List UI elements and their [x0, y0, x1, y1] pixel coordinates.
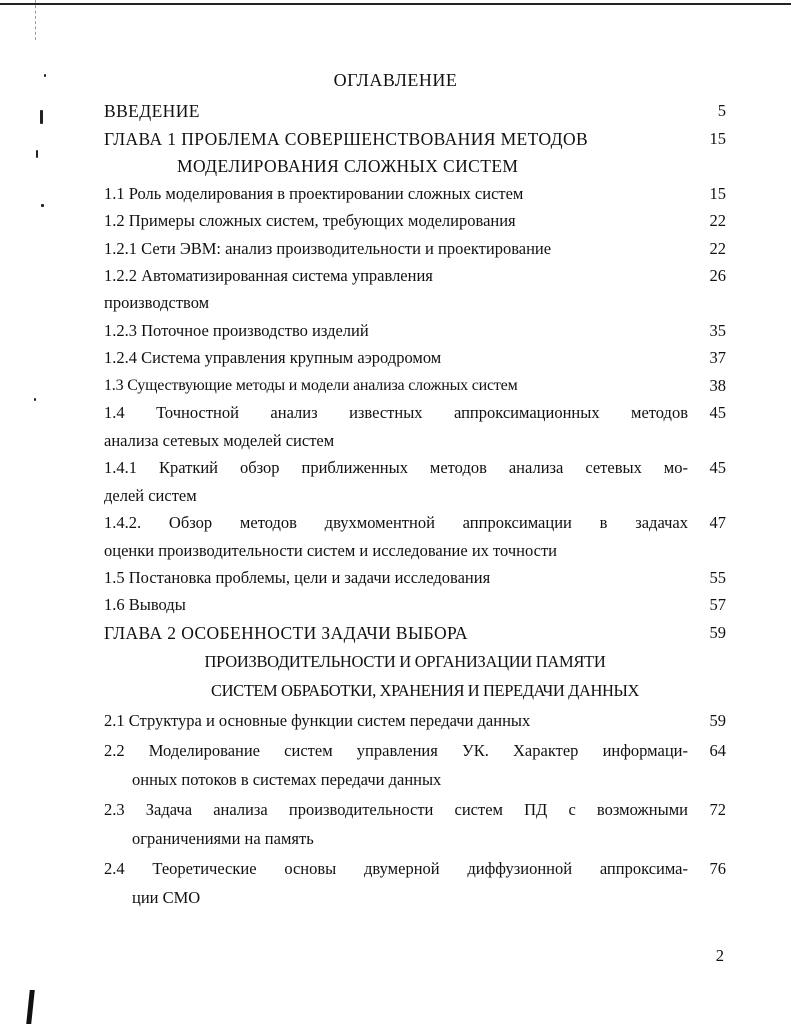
toc-entry-title: ВВЕДЕНИЕ — [104, 101, 200, 121]
toc-entry-page: 55 — [709, 568, 726, 587]
toc-entry-title: 1.4 Точностной анализ известных аппроксимационных методов — [104, 403, 688, 422]
toc-entry-page: 15 — [709, 184, 726, 203]
toc-entry-title-continued: онных потоков в системах передачи данных — [132, 770, 442, 789]
toc-entry-title: 1.5 Постановка проблемы, цели и задачи исследования — [104, 568, 491, 587]
toc-entry-title: 2.4 Теоретические основы двумерной диффузионной аппроксима- — [104, 859, 688, 878]
toc-entry-title-continued: производством — [104, 293, 210, 312]
toc-entry-title: 1.6 Выводы — [104, 595, 186, 614]
toc-entry-page: 45 — [709, 403, 726, 422]
toc-entry-title-continued: делей систем — [104, 486, 197, 505]
toc-entry-title-continued: оценки производительности систем и исследование их точности — [104, 541, 558, 560]
toc-entry-page: 47 — [709, 513, 726, 532]
page-title: ОГЛАВЛЕНИЕ — [333, 70, 458, 90]
toc-entry-title: 1.4.2. Обзор методов двухмоментной аппроксимации в задачах — [104, 513, 688, 532]
toc-entry-page: 76 — [709, 859, 726, 878]
toc-entry-page: 5 — [717, 101, 726, 120]
toc-entry-page: 26 — [709, 266, 726, 285]
toc-entry-title: 1.1 Роль моделирования в проектировании сложных систем — [104, 184, 524, 203]
toc-entry-title: 2.2 Моделирование систем управления УК. Характер информаци- — [104, 741, 688, 760]
toc-entry-page: 22 — [709, 239, 726, 258]
toc-entry-title-continued: СИСТЕМ ОБРАБОТКИ, ХРАНЕНИЯ И ПЕРЕДАЧИ ДАННЫХ — [210, 681, 640, 700]
toc-entry-title: ГЛАВА 2 ОСОБЕННОСТИ ЗАДАЧИ ВЫБОРА — [104, 623, 468, 643]
toc-entry-page: 59 — [709, 623, 726, 642]
toc-entry-title: 1.2.2 Автоматизированная система управления — [104, 266, 433, 285]
toc-entry-page: 35 — [709, 321, 726, 340]
toc-entry-title-continued: ограничениями на память — [132, 829, 314, 848]
toc-entry-title: 1.2.1 Сети ЭВМ: анализ производительности и проектирование — [104, 239, 552, 258]
toc-entry-page: 72 — [709, 800, 726, 819]
toc-entry-title: 1.2 Примеры сложных систем, требующих моделирования — [104, 211, 516, 230]
toc-entry-title: 2.3 Задача анализа производительности систем ПД с возможными — [104, 800, 688, 819]
toc-entry-page: 22 — [709, 211, 726, 230]
toc-entry-page: 64 — [709, 741, 726, 760]
toc-entry-page: 59 — [709, 711, 726, 730]
toc-entry-page: 15 — [709, 129, 726, 148]
toc-entry-title-continued: ции СМО — [132, 888, 201, 907]
toc-entry-title: 1.2.3 Поточное производство изделий — [104, 321, 369, 340]
toc-entry-page: 37 — [709, 348, 726, 367]
page-number: 2 — [715, 946, 724, 965]
toc-entry-title: 2.1 Структура и основные функции систем передачи данных — [104, 711, 531, 730]
toc-entry-page: 57 — [709, 595, 726, 614]
toc-entry-page: 38 — [709, 376, 726, 395]
toc-entry-title: ГЛАВА 1 ПРОБЛЕМА СОВЕРШЕНСТВОВАНИЯ МЕТОДОВ — [104, 129, 589, 149]
toc-entry-title-continued: анализа сетевых моделей систем — [104, 431, 335, 450]
toc-entry-page: 45 — [709, 458, 726, 477]
toc-entry-title: 1.3 Существующие методы и модели анализа сложных систем — [104, 377, 518, 394]
toc-entry-title-continued: ПРОИЗВОДИТЕЛЬНОСТИ И ОРГАНИЗАЦИИ ПАМЯТИ — [204, 652, 606, 671]
toc-entry-title: 1.2.4 Система управления крупным аэродромом — [104, 348, 442, 367]
toc-entry-title-continued: МОДЕЛИРОВАНИЯ СЛОЖНЫХ СИСТЕМ — [177, 156, 519, 176]
toc-entry-title: 1.4.1 Краткий обзор приближенных методов анализа сетевых мо- — [104, 458, 688, 477]
